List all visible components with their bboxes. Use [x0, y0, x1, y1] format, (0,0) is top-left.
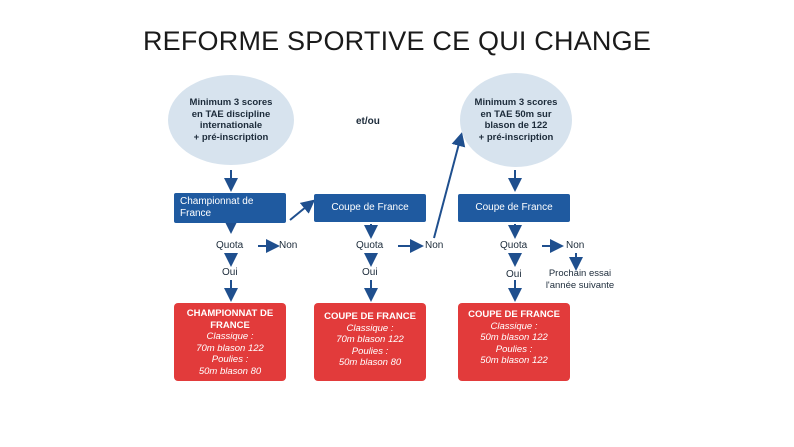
- coupe-result-box-2: COUPE DE FRANCE Classique : 50m blason 122 Poulies : 50m blason 122: [458, 303, 570, 381]
- next-attempt-note: Prochain essai l'année suivante: [545, 268, 615, 291]
- championnat-result-box: CHAMPIONNAT DE FRANCE Classique : 70m blason 122 Poulies : 50m blason 80: [174, 303, 286, 381]
- flow-diagram: [166, 70, 626, 390]
- criteria-circle-50m: Minimum 3 scores en TAE 50m sur blason de 122 + pré-inscription: [460, 73, 572, 167]
- arrow-non2-to-circle: [434, 136, 461, 238]
- coupe-result-box-1: COUPE DE FRANCE Classique : 70m blason 122 Poulies : 50m blason 80: [314, 303, 426, 381]
- quota-label-1: Quota: [216, 240, 244, 251]
- oui-label-3: Oui: [506, 269, 522, 280]
- quota-label-3: Quota: [500, 240, 528, 251]
- slide-title: REFORME SPORTIVE CE QUI CHANGE: [142, 26, 652, 56]
- non-label-2: Non: [425, 240, 444, 251]
- coupe-de-france-box-2: Coupe de France: [458, 194, 570, 222]
- oui-label-2: Oui: [362, 267, 378, 278]
- oui-label-1: Oui: [222, 267, 238, 278]
- arrow-non1-to-coupe: [290, 202, 312, 220]
- coupe-de-france-box-1: Coupe de France: [314, 194, 426, 222]
- quota-label-2: Quota: [356, 240, 384, 251]
- and-or-connector: et/ou: [356, 116, 380, 127]
- non-label-1: Non: [279, 240, 298, 251]
- championnat-de-france-box: Championnat de France: [174, 193, 286, 223]
- criteria-circle-international: Minimum 3 scores en TAE discipline internationale + pré-inscription: [168, 75, 294, 165]
- non-label-3: Non: [566, 240, 585, 251]
